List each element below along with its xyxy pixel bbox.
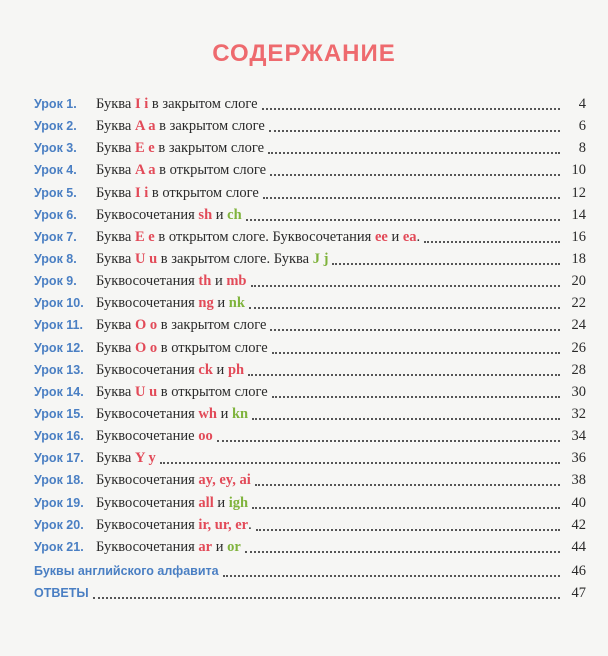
page-number: 46 (571, 562, 586, 579)
letter-highlight: or (227, 538, 241, 555)
toc-section (34, 582, 586, 604)
page-number: 40 (571, 494, 586, 511)
lesson-number: Урок 10. (34, 296, 84, 311)
lesson-title-text: в закрытом слоге (148, 96, 258, 112)
page-number: 38 (571, 472, 586, 489)
lesson-number: Урок 5. (34, 185, 77, 200)
toc-section (34, 560, 586, 582)
lesson-title (96, 447, 156, 469)
table-of-contents (34, 93, 586, 604)
dot-leader (160, 462, 560, 464)
lesson-number: Урок 13. (34, 362, 84, 377)
letter-highlight: all (198, 494, 214, 511)
dot-leader (332, 263, 560, 265)
toc-entry (34, 115, 586, 137)
lesson-title (96, 337, 268, 359)
letter-highlight: ea (402, 228, 417, 245)
lesson-title-text: Буквосочетания (96, 516, 199, 533)
toc-entry (34, 204, 586, 226)
lesson-number: Урок 9. (34, 274, 77, 289)
letter-highlight: U u (134, 250, 158, 267)
lesson-number: Урок 21. (34, 539, 84, 554)
letter-highlight: ch (227, 206, 242, 223)
letter-highlight: ay, ey, ai (198, 472, 251, 489)
lesson-number: Урок 14. (34, 384, 84, 399)
lesson-title-text: и (211, 273, 227, 290)
page-number: 8 (578, 140, 586, 157)
toc-entry (34, 93, 586, 115)
lesson-title (96, 292, 245, 314)
dot-leader (270, 329, 560, 331)
lesson-title-text: Буква (96, 184, 135, 201)
toc-entry (34, 337, 586, 359)
lesson-title-text: в открытом слоге (148, 184, 259, 201)
lesson-title-text: Буква (96, 339, 135, 356)
page-number: 26 (571, 339, 586, 356)
dot-leader (262, 108, 560, 110)
toc-entry (34, 182, 586, 204)
page-number: 32 (571, 405, 586, 422)
lesson-title (96, 536, 241, 558)
page-number: 14 (571, 206, 586, 223)
lesson-title-text: в закрытом слоге. Буква (157, 250, 313, 267)
toc-entry (34, 536, 586, 558)
dot-leader (248, 374, 560, 376)
lesson-title-text: Буквосочетания (96, 405, 199, 422)
section-title: ОТВЕТЫ (34, 586, 89, 601)
page-number: 44 (571, 538, 586, 555)
lesson-title-text: Буквосочетания (96, 494, 199, 511)
lesson-title (96, 159, 266, 181)
letter-highlight: I i (134, 96, 149, 112)
toc-entry (34, 248, 586, 270)
toc-entry (34, 492, 586, 514)
dot-leader (256, 529, 560, 531)
lesson-title-text: и (212, 538, 228, 555)
lesson-title (96, 182, 259, 204)
lesson-title (96, 270, 247, 292)
lesson-title-text: Буква (96, 228, 135, 245)
letter-highlight: ng (198, 295, 214, 312)
lesson-number: Урок 4. (34, 163, 77, 178)
letter-highlight: U u (134, 383, 158, 400)
lesson-title-text: Буква (96, 383, 135, 400)
lesson-title-text: в закрытом слоге (154, 140, 265, 157)
page-number: 36 (571, 450, 586, 467)
page-number: 6 (578, 118, 586, 135)
toc-entry (34, 381, 586, 403)
letter-highlight: O o (134, 317, 158, 334)
lesson-title (96, 93, 258, 115)
toc-entry (34, 314, 586, 336)
lesson-title (96, 137, 264, 159)
dot-leader (252, 507, 560, 509)
lesson-title-text: и (213, 494, 229, 511)
letter-highlight: ir, ur, er (198, 516, 249, 533)
lesson-number: Урок 7. (34, 229, 77, 244)
lesson-number: Урок 15. (34, 406, 84, 421)
toc-entry (34, 292, 586, 314)
lesson-title-text: в закрытом слоге (157, 317, 267, 334)
dot-leader (245, 551, 560, 553)
dot-leader (93, 597, 560, 599)
dot-leader (255, 484, 560, 486)
page-number: 20 (571, 273, 586, 290)
toc-entry (34, 403, 586, 425)
dot-leader (249, 307, 560, 309)
lesson-number: Урок 12. (34, 340, 84, 355)
letter-highlight: A a (134, 162, 156, 179)
lesson-title-text: в закрытом слоге (155, 118, 265, 135)
letter-highlight: kn (231, 405, 249, 422)
lesson-number: Урок 6. (34, 207, 77, 222)
letter-highlight: th (198, 273, 212, 290)
lesson-title (96, 403, 248, 425)
lesson-title (96, 492, 248, 514)
lesson-title-text: Буква (96, 317, 135, 334)
lesson-number: Урок 11. (34, 318, 83, 333)
toc-entry (34, 425, 586, 447)
letter-highlight: ck (198, 361, 213, 378)
letter-highlight: igh (228, 494, 249, 511)
page-number: 34 (571, 428, 586, 445)
lesson-title-text: в открытом слоге (157, 339, 268, 356)
lesson-title-text: Буква (96, 450, 135, 467)
lesson-title-text: Буква (96, 96, 135, 112)
lesson-title-text: и (216, 405, 232, 422)
toc-entry (34, 359, 586, 381)
letter-highlight: wh (198, 405, 217, 422)
page-number: 24 (571, 317, 586, 334)
lesson-number: Урок 19. (34, 495, 84, 510)
lesson-title-text: Буквосочетание (96, 428, 199, 445)
lesson-title-text: и (212, 361, 228, 378)
lesson-title-text: Буквосочетания (96, 295, 199, 312)
dot-leader (270, 174, 560, 176)
letter-highlight: I i (134, 184, 149, 201)
lesson-title-text: . (416, 228, 421, 245)
lesson-title (96, 314, 266, 336)
lesson-title-text: в открытом слоге. Буквосочетания (154, 228, 375, 245)
lesson-title-text: и (213, 295, 229, 312)
page-title: СОДЕРЖАНИЕ (212, 40, 396, 67)
dot-leader (269, 130, 560, 132)
lesson-number: Урок 2. (34, 119, 77, 134)
dot-leader (424, 241, 560, 243)
lesson-title-text: и (212, 206, 228, 223)
page-number: 47 (571, 585, 586, 602)
lesson-title (96, 469, 251, 491)
toc-entry (34, 469, 586, 491)
letter-highlight: J j (312, 250, 329, 267)
lesson-number: Урок 1. (34, 97, 77, 111)
letter-highlight: A a (134, 118, 156, 135)
toc-entry (34, 447, 586, 469)
lesson-title-text: в открытом слоге (157, 383, 268, 400)
letter-highlight: E e (134, 228, 155, 245)
lesson-number: Урок 8. (34, 251, 77, 266)
letter-highlight: Y y (134, 450, 156, 467)
toc-entry (34, 514, 586, 536)
page-number: 28 (571, 361, 586, 378)
lesson-title-text: Буквосочетания (96, 538, 199, 555)
toc-entry (34, 270, 586, 292)
page-number: 10 (571, 162, 586, 179)
lesson-title (96, 381, 268, 403)
page-number: 4 (578, 96, 586, 112)
dot-leader (272, 396, 560, 398)
letter-highlight: oo (198, 428, 213, 445)
lesson-title (96, 226, 420, 248)
lesson-title (96, 115, 265, 137)
lesson-title-text: Буквосочетания (96, 472, 199, 489)
lesson-title-text: Буквосочетания (96, 273, 199, 290)
lesson-title-text: Буква (96, 250, 135, 267)
dot-leader (223, 575, 560, 577)
dot-leader (217, 440, 560, 442)
page-number: 42 (571, 516, 586, 533)
lesson-title (96, 248, 328, 270)
lesson-number: Урок 20. (34, 517, 84, 532)
letter-highlight: ph (227, 361, 245, 378)
lesson-title (96, 359, 244, 381)
lesson-number: Урок 16. (34, 429, 84, 444)
letter-highlight: ar (198, 538, 213, 555)
letter-highlight: O o (134, 339, 158, 356)
dot-leader (246, 219, 560, 221)
page-number: 16 (571, 228, 586, 245)
page-number: 22 (571, 295, 586, 312)
lesson-title-text: Буква (96, 118, 135, 135)
dot-leader (272, 352, 560, 354)
lesson-title (96, 514, 252, 536)
letter-highlight: ee (374, 228, 388, 245)
dot-leader (251, 285, 561, 287)
toc-entry (34, 226, 586, 248)
dot-leader (263, 197, 560, 199)
dot-leader (268, 152, 560, 154)
lesson-title-text: Буква (96, 162, 135, 179)
lesson-number: Урок 18. (34, 473, 84, 488)
lesson-title (96, 425, 213, 447)
letter-highlight: sh (198, 206, 213, 223)
lesson-title-text: . (248, 516, 252, 533)
lesson-number: Урок 17. (34, 451, 84, 466)
page-number: 18 (571, 250, 586, 267)
page-number: 30 (571, 383, 586, 400)
lesson-number: Урок 3. (34, 141, 77, 156)
dot-leader (252, 418, 560, 420)
lesson-title-text: в открытом слоге (155, 162, 267, 179)
toc-entry (34, 159, 586, 181)
lesson-title-text: Буквосочетания (96, 206, 199, 223)
letter-highlight: nk (228, 295, 245, 312)
letter-highlight: E e (134, 140, 155, 157)
letter-highlight: mb (226, 273, 247, 290)
section-title: Буквы английского алфавита (34, 563, 219, 578)
lesson-title-text: и (387, 228, 403, 245)
lesson-title-text: Буква (96, 140, 135, 157)
lesson-title (96, 204, 242, 226)
toc-entry (34, 137, 586, 159)
page-number: 12 (571, 184, 586, 201)
lesson-title-text: Буквосочетания (96, 361, 199, 378)
